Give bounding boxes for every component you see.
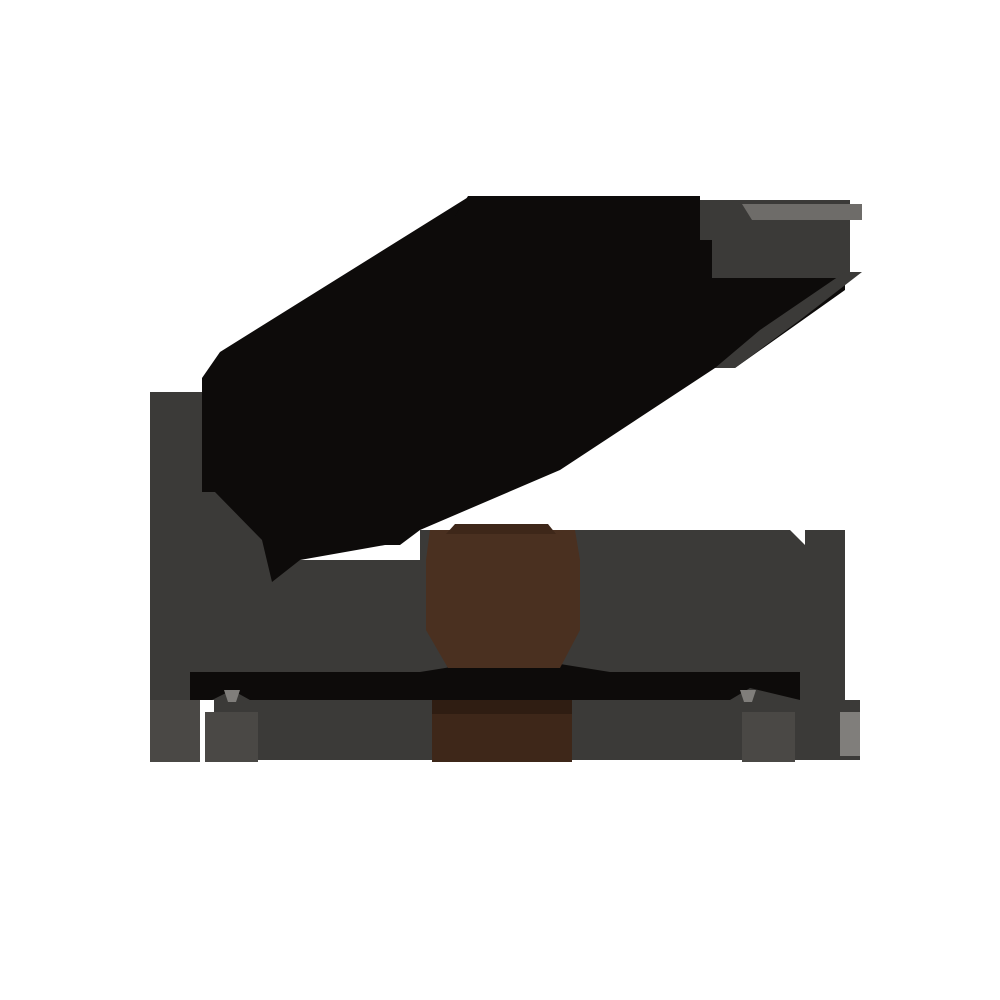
rear-leg — [150, 700, 200, 762]
pedal-lyre-shadow — [432, 700, 572, 714]
center-column-top-notch — [446, 524, 556, 534]
case-accent-left — [150, 392, 202, 492]
caster-wheel-far-right — [840, 712, 860, 756]
front-leg-left — [205, 712, 258, 762]
lid-prop-stick — [742, 204, 862, 220]
center-column — [426, 530, 580, 668]
front-leg-right — [742, 712, 795, 762]
lid-top-edge — [455, 196, 700, 216]
case-accent-right — [805, 530, 845, 668]
